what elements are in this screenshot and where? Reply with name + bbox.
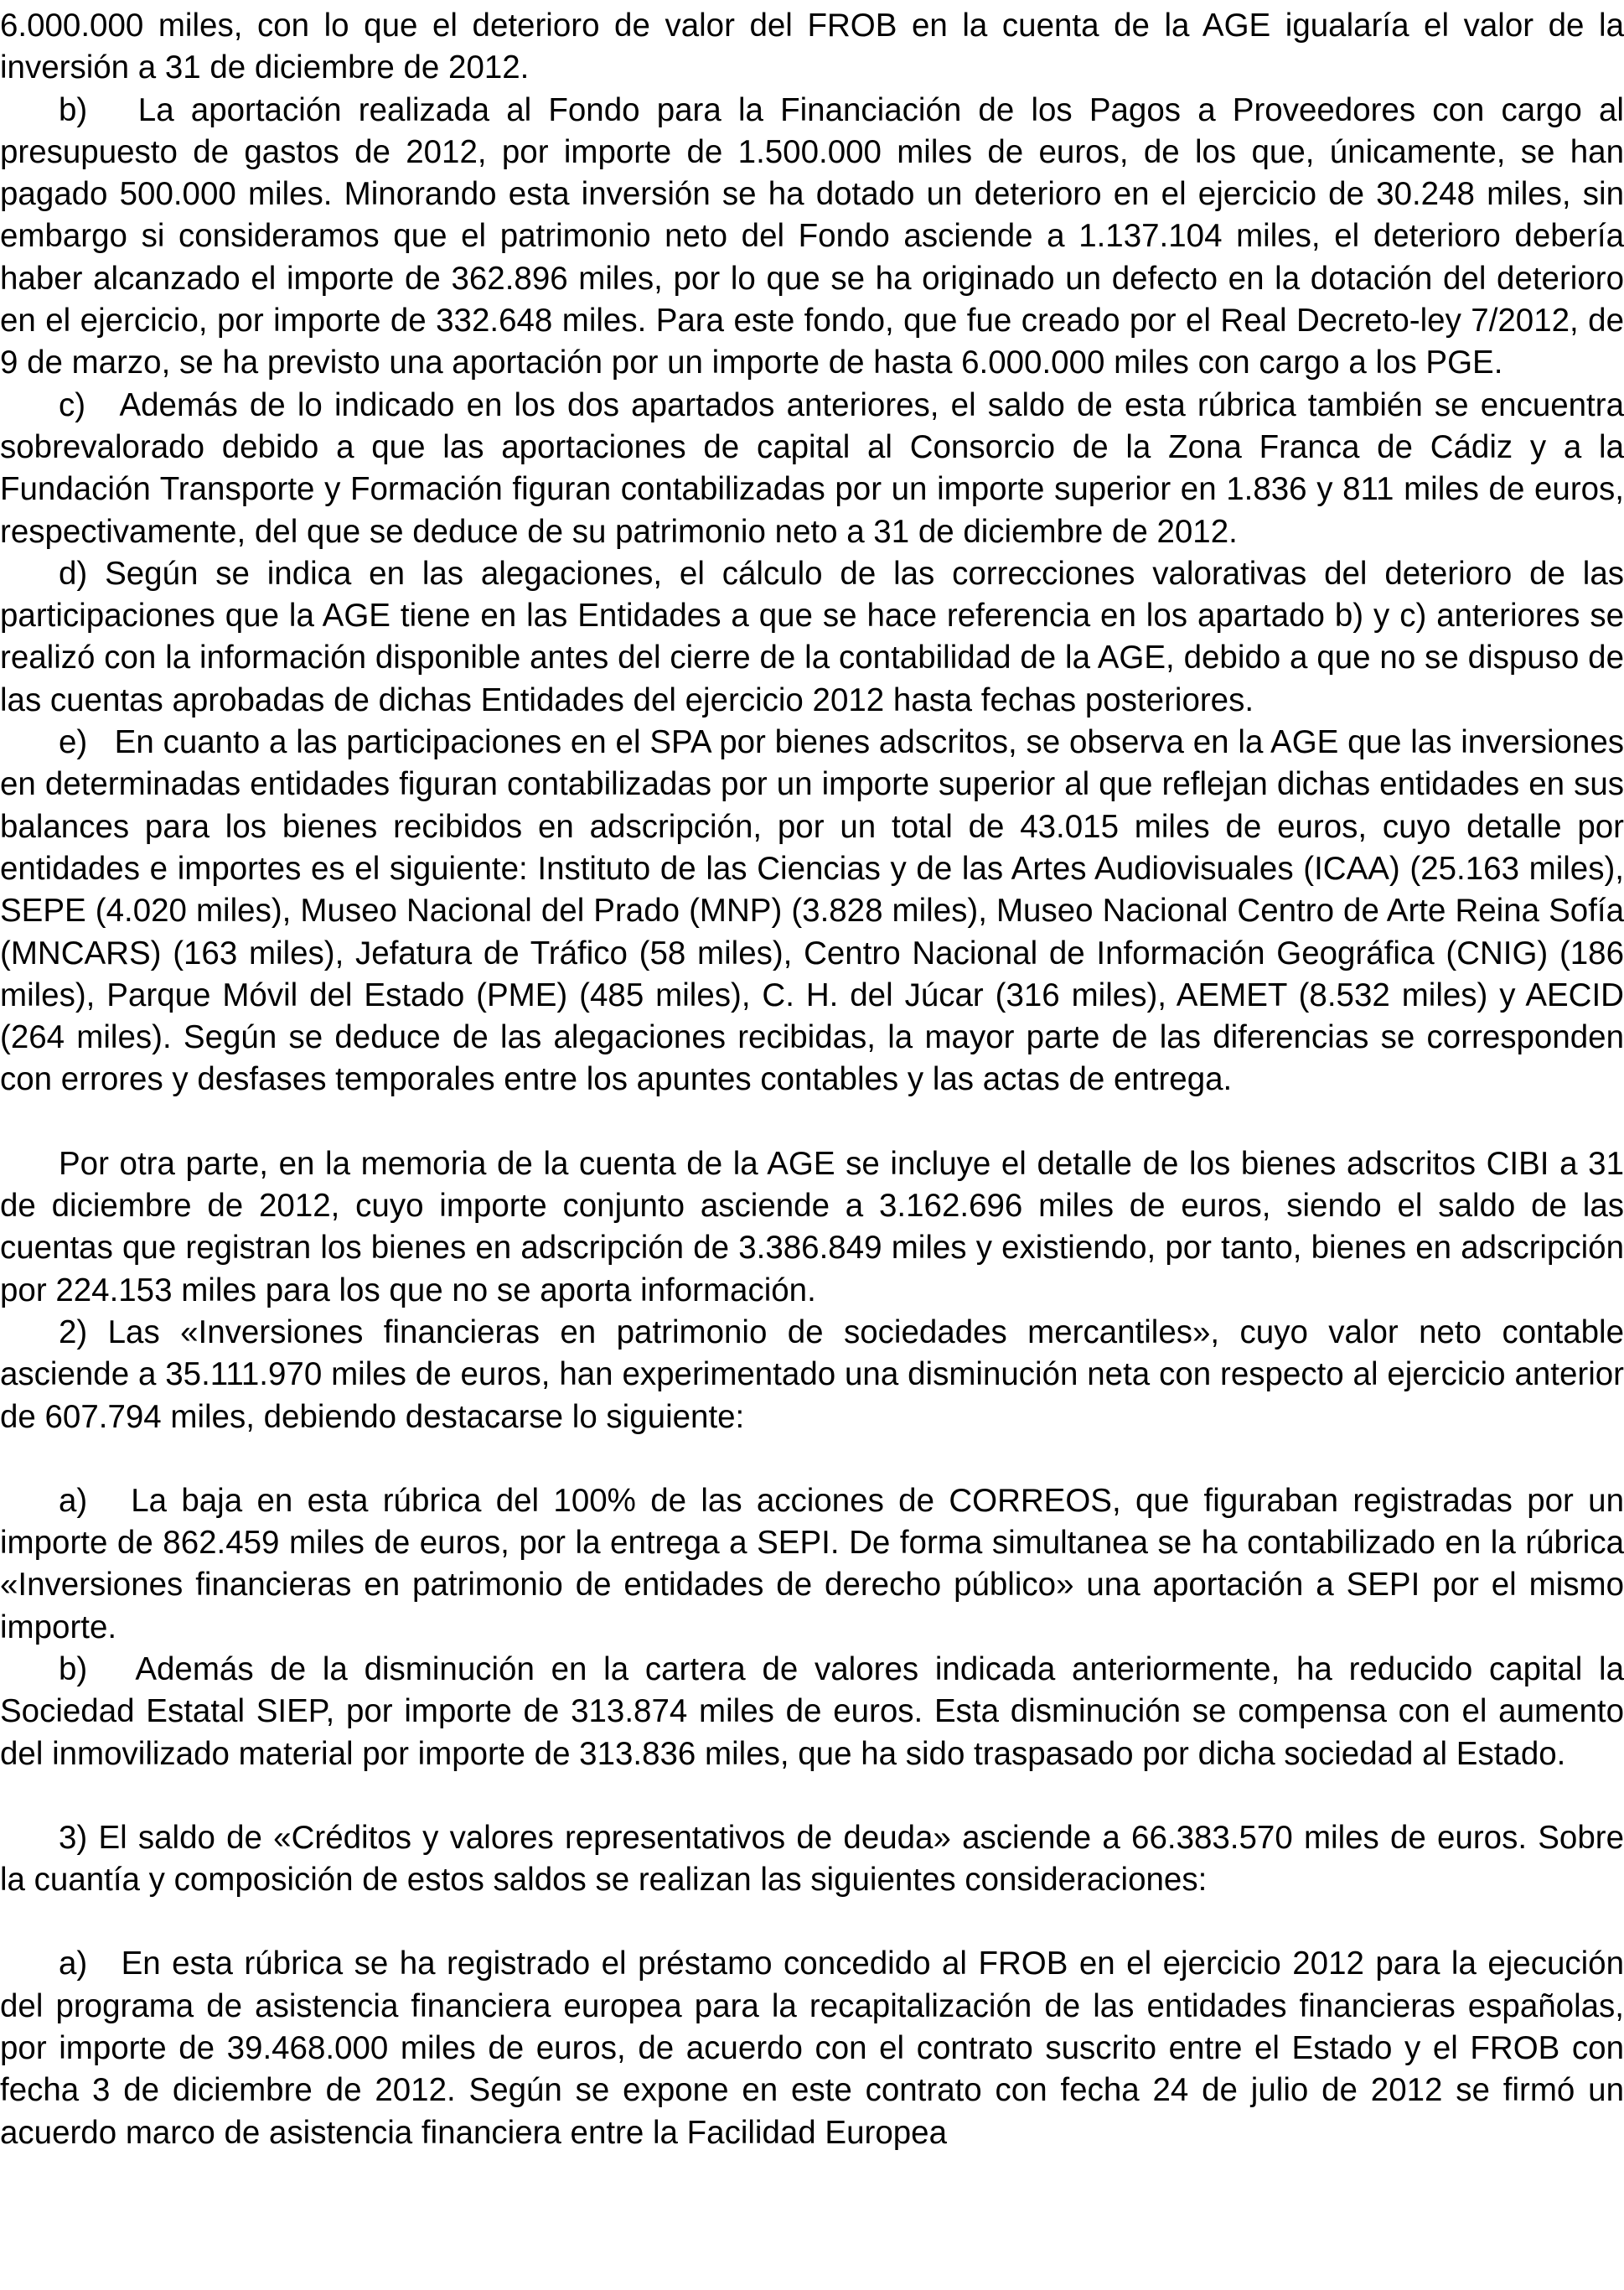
paragraph-item-b-siep: b) Además de la disminución en la cartera de valores indicada anteriormente, ha reducido capital la Sociedad Estatal SIEP, por importe de 313.874 miles de euros. Esta disminución se compensa con el aumento del inmovilizado material por importe de 313.836 miles, que ha sido traspasado por dicha sociedad al Estado.	[0, 1650, 1624, 1772]
paragraph-item-a-prestamo-frob: a) En esta rúbrica se ha registrado el préstamo concedido al FROB en el ejercicio 2012 para la ejecución del programa de asistencia financiera europea para la recapitalización de las entidades financieras españolas, por importe de 39.468.000 miles de euros, de acuerdo con el contrato suscrito entre el Estado y el FROB con fecha 3 de diciembre de 2012. Según se expone en este contrato con fecha 24 de julio de 2012 se firmó un acuerdo marco de asistencia financiera entre la Facilidad Europea	[0, 1945, 1624, 2151]
paragraph-item-a-correos: a) La baja en esta rúbrica del 100% de las acciones de CORREOS, que figuraban registradas por un importe de 862.459 miles de euros, por la entrega a SEPI. De forma simultanea se ha contabilizado en la rúbrica «Inversiones financieras en patrimonio de entidades de derecho público» una aportación a SEPI por el mismo importe.	[0, 1482, 1624, 1645]
paragraph-section-2-sociedades-mercantiles: 2) Las «Inversiones financieras en patrimonio de sociedades mercantiles», cuyo valor neto contable asciende a 35.111.970 miles de euros, han experimentado una disminución neta con respecto al ejercicio anterior de 607.794 miles, debiendo destacarse lo siguiente:	[0, 1313, 1624, 1435]
document-body	[0, 5, 1624, 2154]
paragraph-memoria-cibi: Por otra parte, en la memoria de la cuenta de la AGE se incluye el detalle de los bienes adscritos CIBI a 31 de diciembre de 2012, cuyo importe conjunto asciende a 3.162.696 miles de euros, siendo el saldo de las cuentas que registran los bienes en adscripción de 3.386.849 miles y existiendo, por tanto, bienes en adscripción por 224.153 miles para los que no se aporta información.	[0, 1145, 1624, 1308]
paragraph-continuation: 6.000.000 miles, con lo que el deterioro de valor del FROB en la cuenta de la AGE igualaría el valor de la inversión a 31 de diciembre de 2012.	[0, 8, 1624, 86]
paragraph-section-3-creditos: 3) El saldo de «Créditos y valores representativos de deuda» asciende a 66.383.570 miles de euros. Sobre la cuantía y composición de estos saldos se realizan las siguientes consideraciones:	[0, 1819, 1624, 1899]
paragraph-item-b-fondo-pagos-proveedores: b) La aportación realizada al Fondo para la Financiación de los Pagos a Proveedores con cargo al presupuesto de gastos de 2012, por importe de 1.500.000 miles de euros, de los que, únicamente, se han pagado 500.000 miles. Minorando esta inversión se ha dotado un deterioro en el ejercicio de 30.248 miles, sin embargo si consideramos que el patrimonio neto del Fondo asciende a 1.137.104 miles, el deterioro debería haber alcanzado el importe de 362.896 miles, por lo que se ha originado un defecto en la dotación del deterioro en el ejercicio, por importe de 332.648 miles. Para este fondo, que fue creado por el Real Decreto-ley 7/2012, de 9 de marzo, se ha previsto una aportación por un importe de hasta 6.000.000 miles con cargo a los PGE.	[0, 91, 1624, 381]
paragraph-item-c-sobrevaloracion: c) Además de lo indicado en los dos apartados anteriores, el saldo de esta rúbrica también se encuentra sobrevalorado debido a que las aportaciones de capital al Consorcio de la Zona Franca de Cádiz y a la Fundación Transporte y Formación figuran contabilizadas por un importe superior en 1.836 y 811 miles de euros, respectivamente, del que se deduce de su patrimonio neto a 31 de diciembre de 2012.	[0, 386, 1624, 550]
paragraph-item-e-bienes-adscritos: e) En cuanto a las participaciones en el SPA por bienes adscritos, se observa en la AGE que las inversiones en determinadas entidades figuran contabilizadas por un importe superior al que reflejan dichas entidades en sus balances para los bienes recibidos en adscripción, por un total de 43.015 miles de euros, cuyo detalle por entidades e importes es el siguiente: Instituto de las Ciencias y de las Artes Audiovisuales (ICAA) (25.163 miles), SEPE (4.020 miles), Museo Nacional del Prado (MNP) (3.828 miles), Museo Nacional Centro de Arte Reina Sofía (MNCARS) (163 miles), Jefatura de Tráfico (58 miles), Centro Nacional de Información Geográfica (CNIG) (186 miles), Parque Móvil del Estado (PME) (485 miles), C. H. del Júcar (316 miles), AEMET (8.532 miles) y AECID (264 miles). Según se deduce de las alegaciones recibidas, la mayor parte de las diferencias se corresponden con errores y desfases temporales entre los apuntes contables y las actas de entrega.	[0, 724, 1624, 1098]
paragraph-item-d-alegaciones: d) Según se indica en las alegaciones, el cálculo de las correcciones valorativas del deterioro de las participaciones que la AGE tiene en las Entidades a que se hace referencia en los apartado b) y c) anteriores se realizó con la información disponible antes del cierre de la contabilidad de la AGE, debido a que no se dispuso de las cuentas aprobadas de dichas Entidades del ejercicio 2012 hasta fechas posteriores.	[0, 555, 1624, 718]
